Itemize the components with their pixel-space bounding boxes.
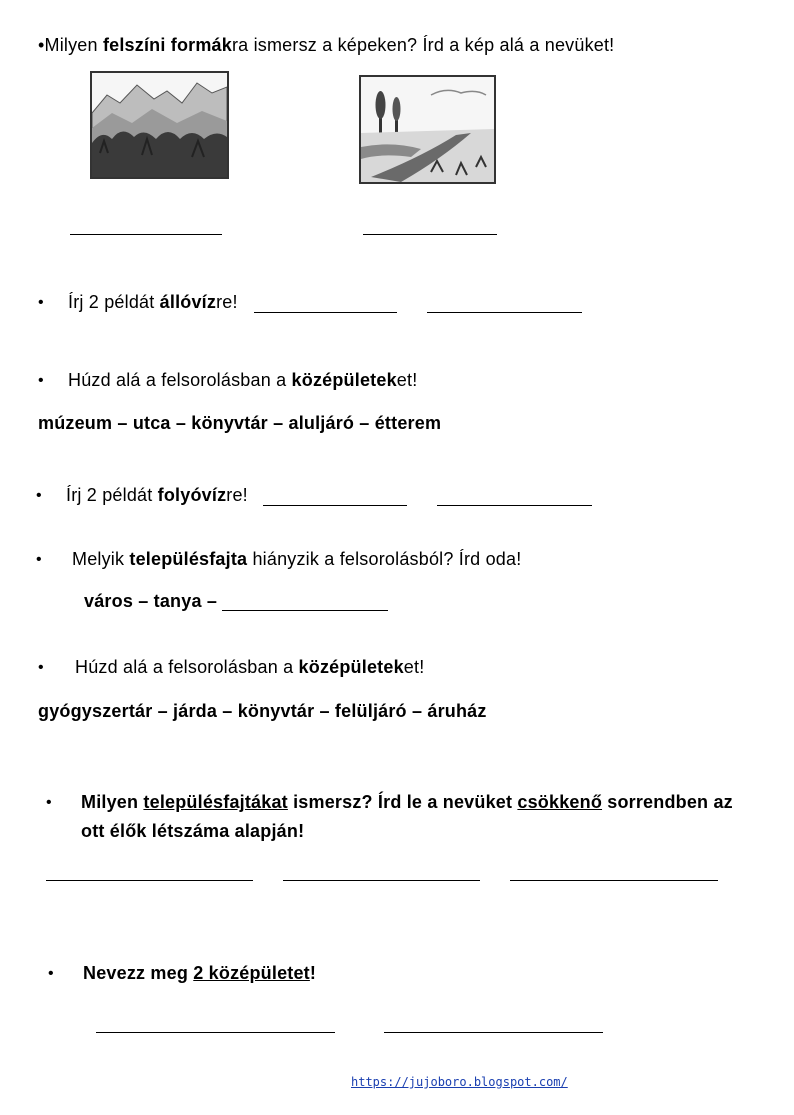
answer-line-public-building-2[interactable]	[384, 1032, 603, 1033]
question-4: Írj 2 példát folyóvízre!	[66, 485, 248, 505]
question-7-line-2: ott élők létszáma alapján!	[81, 821, 305, 841]
answer-line-settlement-order-1[interactable]	[46, 880, 253, 881]
list-public-buildings-1: múzeum – utca – könyvtár – aluljáró – étterem	[38, 413, 442, 433]
bullet: •	[38, 35, 45, 55]
answer-line-public-building-1[interactable]	[96, 1032, 335, 1033]
bullet: •	[38, 372, 44, 389]
list-public-buildings-2: gyógyszertár – járda – könyvtár – felüljáró – áruház	[38, 701, 487, 721]
question-8: Nevezz meg 2 középületet!	[83, 963, 317, 983]
question-7-line-1: Milyen településfajtákat ismersz? Írd le a nevüket csökkenő sorrendben az	[81, 792, 733, 812]
bullet: •	[48, 965, 54, 982]
answer-line-flowing-water-1[interactable]	[263, 505, 407, 506]
question-1: •Milyen felszíni formákra ismersz a képeken? Írd a kép alá a nevüket!	[38, 35, 615, 55]
question-5: Melyik településfajta hiányzik a felsorolásból? Írd oda!	[72, 549, 522, 569]
question-6: Húzd alá a felsorolásban a középületeket!	[75, 657, 425, 677]
bullet: •	[38, 659, 44, 676]
footer-link[interactable]: https://jujoboro.blogspot.com/	[351, 1075, 568, 1089]
question-3: Húzd alá a felsorolásban a középületeket!	[68, 370, 418, 390]
bullet: •	[36, 551, 42, 568]
answer-line-image-1[interactable]	[70, 234, 222, 235]
bullet: •	[46, 794, 52, 811]
answer-line-standing-water-2[interactable]	[427, 312, 582, 313]
answer-line-image-2[interactable]	[363, 234, 497, 235]
list-settlement-types: város – tanya –	[84, 591, 218, 611]
answer-line-settlement-order-3[interactable]	[510, 880, 718, 881]
answer-line-standing-water-1[interactable]	[254, 312, 397, 313]
lowland-image	[359, 75, 496, 184]
answer-line-flowing-water-2[interactable]	[437, 505, 592, 506]
mountain-image	[90, 71, 229, 179]
answer-line-settlement-order-2[interactable]	[283, 880, 480, 881]
question-2: Írj 2 példát állóvízre!	[68, 292, 238, 312]
bullet: •	[38, 294, 44, 311]
bullet: •	[36, 487, 42, 504]
answer-line-settlement[interactable]	[222, 610, 388, 611]
